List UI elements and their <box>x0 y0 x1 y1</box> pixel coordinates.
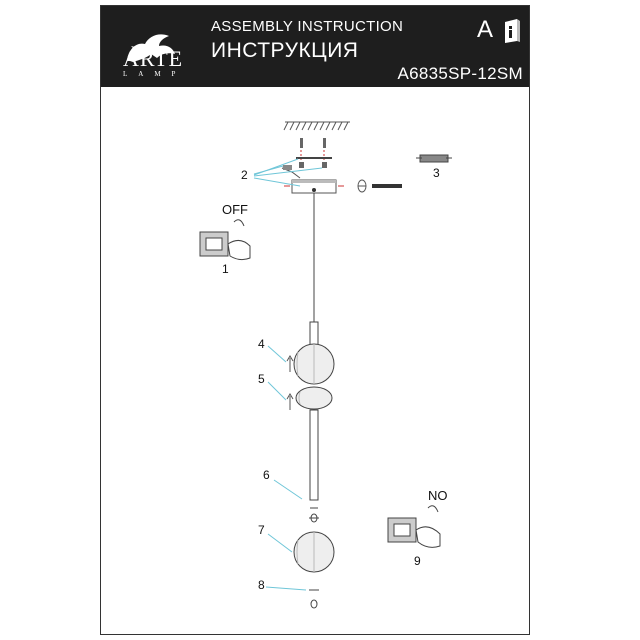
step-7-label: 7 <box>258 523 265 537</box>
end-cap <box>309 590 319 608</box>
title-russian: ИНСТРУКЦИЯ <box>211 39 359 62</box>
step-8-label: 8 <box>258 578 265 592</box>
wall-plugs <box>299 138 327 168</box>
terminal-block-icon <box>416 155 452 162</box>
upper-glass-sphere <box>294 344 334 384</box>
wall-switch-on-icon <box>388 506 440 548</box>
step-2-label: 2 <box>241 168 248 182</box>
no-label: NO <box>428 488 448 503</box>
ceiling-canopy <box>284 180 344 193</box>
upward-arrows <box>287 356 293 410</box>
screw-icon <box>358 180 402 192</box>
pendant-lower-tube <box>310 410 318 500</box>
glass-disc-shade <box>296 387 332 409</box>
step-9-label: 9 <box>414 554 421 568</box>
brand-logo-subtext: LAMP <box>123 70 187 78</box>
ceiling <box>284 122 350 130</box>
step-6-label: 6 <box>263 468 270 482</box>
step-3-label: 3 <box>433 166 440 180</box>
title-english: ASSEMBLY INSTRUCTION <box>211 18 404 35</box>
lower-glass-sphere <box>294 532 334 572</box>
step-5-label: 5 <box>258 372 265 386</box>
off-label: OFF <box>222 202 248 217</box>
bottom-cap <box>309 508 319 522</box>
wall-switch-off-icon <box>200 220 250 260</box>
step-1-label: 1 <box>222 262 229 276</box>
model-number: A6835SP-12SM <box>397 64 523 83</box>
brand-logo-text: ARTE <box>123 46 184 71</box>
step-4-label: 4 <box>258 337 265 351</box>
category-letter: A <box>477 16 494 43</box>
